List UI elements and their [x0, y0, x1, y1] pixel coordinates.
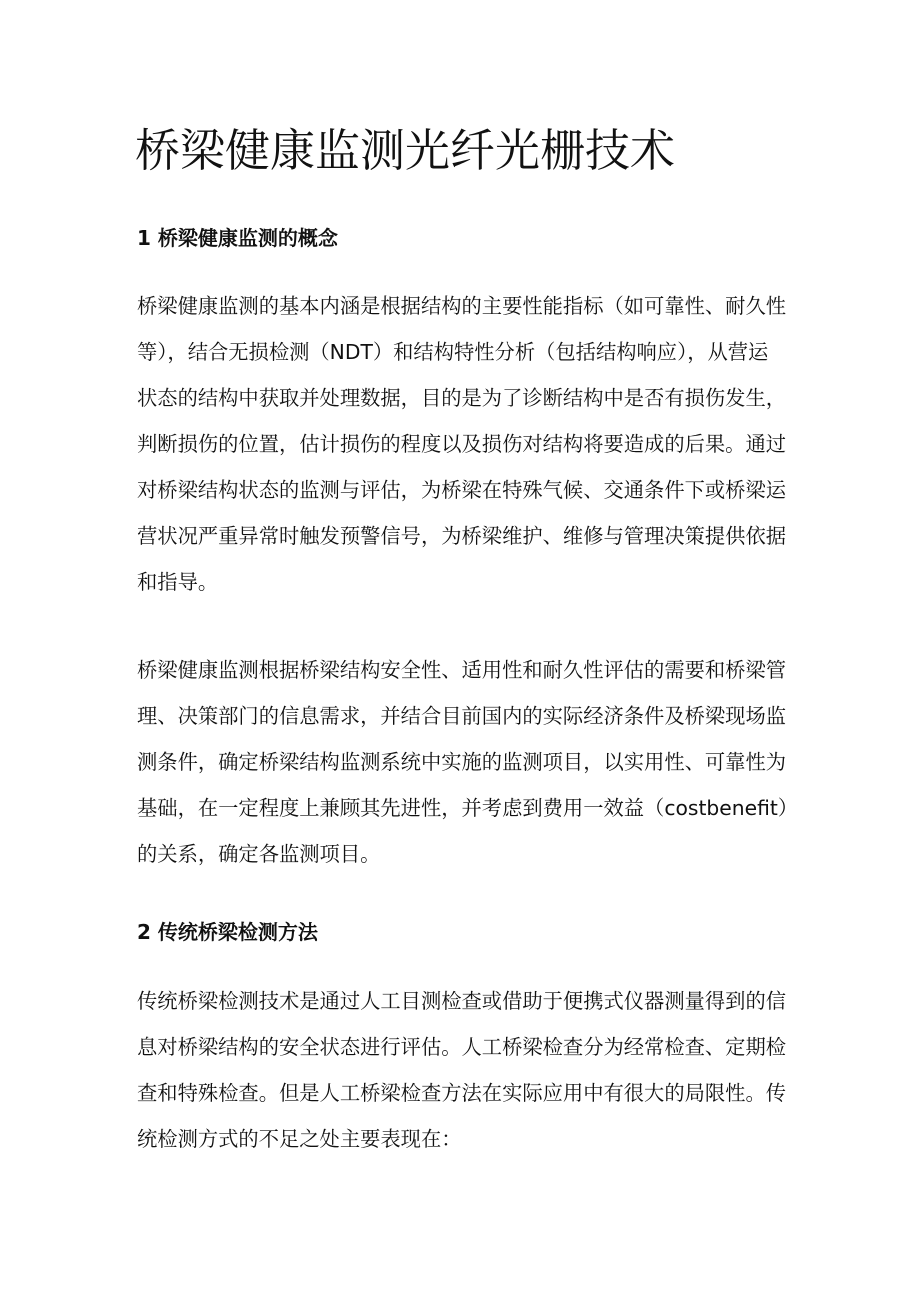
paragraph-line: 测条件，确定桥梁结构监测系统中实施的监测项目，以实用性、可靠性为: [137, 750, 787, 774]
paragraph-line: 桥梁健康监测的基本内涵是根据结构的主要性能指标（如可靠性、耐久性: [137, 294, 787, 318]
paragraph-line: 的关系，确定各监测项目。: [137, 842, 381, 866]
paragraph-line: 对桥梁结构状态的监测与评估，为桥梁在特殊气候、交通条件下或桥梁运: [137, 478, 787, 502]
paragraph-line: 营状况严重异常时触发预警信号，为桥梁维护、维修与管理决策提供依据: [137, 524, 787, 548]
paragraph-line: 查和特殊检查。但是人工桥梁检查方法在实际应用中有很大的局限性。传: [137, 1081, 787, 1105]
paragraph-line: 和指导。: [137, 570, 219, 594]
paragraph-line: 理、决策部门的信息需求，并结合目前国内的实际经济条件及桥梁现场监: [137, 704, 787, 728]
section-2-heading: 2 传统桥梁检测方法: [137, 920, 318, 944]
section-2-paragraph-1: [137, 978, 786, 1162]
section-1-paragraph-2: [137, 647, 798, 877]
paragraph-line: 判断损伤的位置，估计损伤的程度以及损伤对结构将要造成的后果。通过: [137, 432, 787, 456]
section-1-heading: 1 桥梁健康监测的概念: [137, 226, 338, 250]
paragraph-line: 桥梁健康监测根据桥梁结构安全性、适用性和耐久性评估的需要和桥梁管: [137, 658, 787, 682]
document-title: 桥梁健康监测光纤光栅技术: [135, 124, 676, 177]
section-1-paragraph-1: [137, 283, 786, 605]
paragraph-line: 统检测方式的不足之处主要表现在：: [137, 1127, 462, 1151]
paragraph-line: 等），结合无损检测（NDT）和结构特性分析（包括结构响应），从营运: [137, 340, 769, 364]
paragraph-line: 息对桥梁结构的安全状态进行评估。人工桥梁检查分为经常检查、定期检: [137, 1035, 787, 1059]
paragraph-line: 基础，在一定程度上兼顾其先进性，并考虑到费用一效益（costbenefit）: [137, 796, 799, 820]
paragraph-line: 传统桥梁检测技术是通过人工目测检查或借助于便携式仪器测量得到的信: [137, 989, 787, 1013]
paragraph-line: 状态的结构中获取并处理数据，目的是为了诊断结构中是否有损伤发生，: [137, 386, 787, 410]
